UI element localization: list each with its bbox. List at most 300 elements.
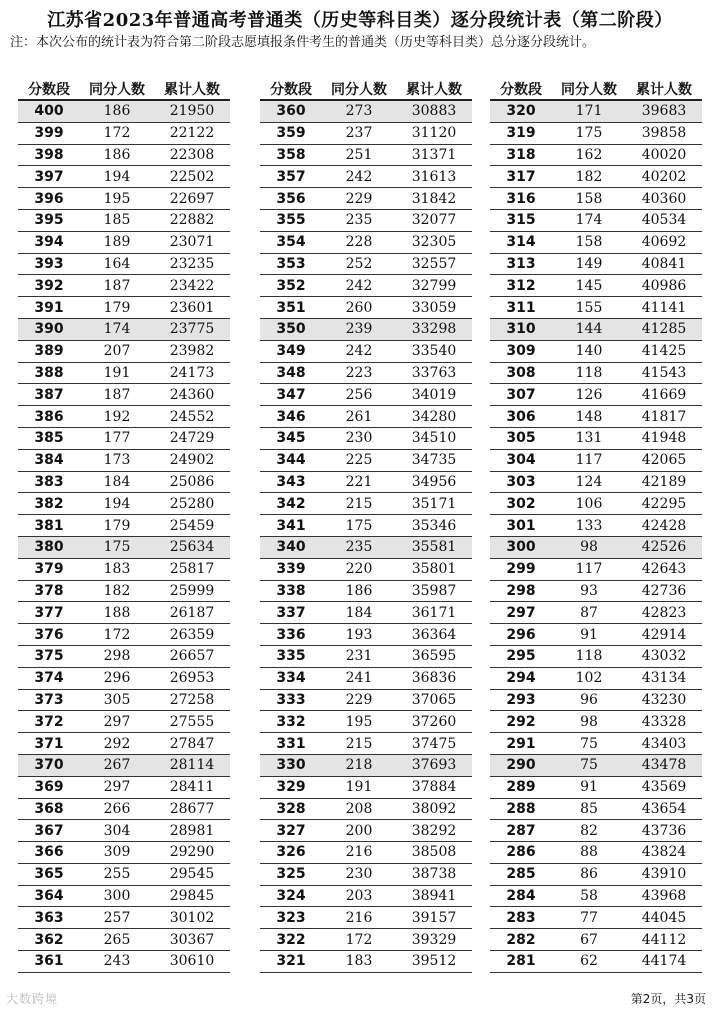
table-row [18,558,230,580]
header-same-count: 同分人数 [552,78,626,100]
cumulative-cell: 41141 [626,297,702,319]
cumulative-cell: 33298 [396,318,472,340]
same-count-cell: 228 [322,231,396,253]
table-row [18,275,230,297]
same-count-cell: 82 [552,820,626,842]
same-count-cell: 171 [552,100,626,122]
score-cell: 348 [260,362,322,384]
table-row [260,166,472,188]
table-row [260,711,472,733]
score-cell: 329 [260,776,322,798]
score-cell: 376 [18,624,80,646]
score-cell: 371 [18,733,80,755]
table-row [490,776,702,798]
same-count-cell: 148 [552,406,626,428]
score-cell: 320 [490,100,552,122]
cumulative-cell: 43134 [626,667,702,689]
cumulative-cell: 31842 [396,188,472,210]
table-row [260,776,472,798]
cumulative-cell: 38508 [396,842,472,864]
table-row [490,907,702,929]
table-row [18,711,230,733]
cumulative-cell: 29545 [154,863,230,885]
table-row [260,645,472,667]
same-count-cell: 304 [80,820,154,842]
score-cell: 297 [490,602,552,624]
cumulative-cell: 43654 [626,798,702,820]
cumulative-cell: 22122 [154,122,230,144]
cumulative-cell: 34956 [396,471,472,493]
cumulative-cell: 23775 [154,318,230,340]
score-cell: 347 [260,384,322,406]
score-cell: 357 [260,166,322,188]
score-cell: 339 [260,558,322,580]
score-cell: 341 [260,515,322,537]
score-cell: 331 [260,733,322,755]
table-row [490,144,702,166]
same-count-cell: 208 [322,798,396,820]
score-cell: 344 [260,449,322,471]
same-count-cell: 194 [80,166,154,188]
same-count-cell: 158 [552,188,626,210]
table-row [490,667,702,689]
header-score: 分数段 [18,78,80,100]
same-count-cell: 229 [322,188,396,210]
score-cell: 363 [18,907,80,929]
table-row [490,427,702,449]
cumulative-cell: 21950 [154,100,230,122]
cumulative-cell: 30883 [396,100,472,122]
cumulative-cell: 39683 [626,100,702,122]
same-count-cell: 98 [552,711,626,733]
same-count-cell: 242 [322,275,396,297]
table-row [18,951,230,973]
cumulative-cell: 35801 [396,558,472,580]
cumulative-cell: 42643 [626,558,702,580]
cumulative-cell: 30102 [154,907,230,929]
same-count-cell: 189 [80,231,154,253]
score-cell: 384 [18,449,80,471]
cumulative-cell: 24360 [154,384,230,406]
cumulative-cell: 24902 [154,449,230,471]
header-score: 分数段 [490,78,552,100]
table-row [260,384,472,406]
same-count-cell: 182 [80,580,154,602]
table-row [490,166,702,188]
table-row [260,318,472,340]
same-count-cell: 242 [322,166,396,188]
score-cell: 359 [260,122,322,144]
score-cell: 300 [490,536,552,558]
same-count-cell: 265 [80,929,154,951]
score-cell: 285 [490,863,552,885]
same-count-cell: 175 [80,536,154,558]
same-count-cell: 133 [552,515,626,537]
cumulative-cell: 43032 [626,645,702,667]
score-cell: 394 [18,231,80,253]
cumulative-cell: 23235 [154,253,230,275]
cumulative-cell: 44045 [626,907,702,929]
cumulative-cell: 23071 [154,231,230,253]
cumulative-cell: 40202 [626,166,702,188]
same-count-cell: 117 [552,558,626,580]
cumulative-cell: 42428 [626,515,702,537]
score-cell: 386 [18,406,80,428]
same-count-cell: 77 [552,907,626,929]
cumulative-cell: 36595 [396,645,472,667]
score-cell: 373 [18,689,80,711]
score-cell: 372 [18,711,80,733]
table-row [18,733,230,755]
table-row [18,384,230,406]
cumulative-cell: 27847 [154,733,230,755]
same-count-cell: 162 [552,144,626,166]
score-cell: 382 [18,493,80,515]
cumulative-cell: 44174 [626,951,702,973]
cumulative-cell: 41669 [626,384,702,406]
same-count-cell: 124 [552,471,626,493]
table-row [490,929,702,951]
table-row [260,275,472,297]
cumulative-cell: 39512 [396,951,472,973]
score-cell: 286 [490,842,552,864]
table-row [18,406,230,428]
table-row [490,362,702,384]
same-count-cell: 179 [80,297,154,319]
table-row [260,536,472,558]
score-cell: 356 [260,188,322,210]
score-cell: 395 [18,209,80,231]
cumulative-cell: 33540 [396,340,472,362]
same-count-cell: 186 [322,580,396,602]
score-cell: 312 [490,275,552,297]
same-count-cell: 91 [552,624,626,646]
table-note: 注：本次公布的统计表为符合第二阶段志愿填报条件考生的普通类（历史等科目类）总分逐分段统计。 [10,35,596,50]
same-count-cell: 218 [322,754,396,776]
score-cell: 319 [490,122,552,144]
score-cell: 369 [18,776,80,798]
table-row [18,297,230,319]
page-title: 江苏省2023年普通高考普通类（历史等科目类）逐分段统计表（第二阶段） [47,10,673,31]
same-count-cell: 182 [552,166,626,188]
table-row [490,733,702,755]
score-cell: 307 [490,384,552,406]
score-cell: 292 [490,711,552,733]
cumulative-cell: 22882 [154,209,230,231]
table-row [260,951,472,973]
cumulative-cell: 27555 [154,711,230,733]
table-row [260,929,472,951]
same-count-cell: 257 [80,907,154,929]
same-count-cell: 144 [552,318,626,340]
score-cell: 375 [18,645,80,667]
table-row [18,820,230,842]
score-cell: 383 [18,471,80,493]
same-count-cell: 183 [322,951,396,973]
cumulative-cell: 28981 [154,820,230,842]
cumulative-cell: 24729 [154,427,230,449]
cumulative-cell: 32799 [396,275,472,297]
score-cell: 324 [260,885,322,907]
cumulative-cell: 40534 [626,209,702,231]
score-cell: 294 [490,667,552,689]
score-cell: 351 [260,297,322,319]
score-cell: 298 [490,580,552,602]
table-row [18,798,230,820]
same-count-cell: 175 [322,515,396,537]
table-row [18,427,230,449]
cumulative-cell: 36171 [396,602,472,624]
score-cell: 314 [490,231,552,253]
same-count-cell: 106 [552,493,626,515]
cumulative-cell: 32077 [396,209,472,231]
same-count-cell: 297 [80,776,154,798]
cumulative-cell: 42526 [626,536,702,558]
cumulative-cell: 31371 [396,144,472,166]
table-row [260,100,472,122]
cumulative-cell: 41425 [626,340,702,362]
table-row [490,951,702,973]
cumulative-cell: 33763 [396,362,472,384]
table-row [18,100,230,122]
cumulative-cell: 42295 [626,493,702,515]
table-row [18,471,230,493]
cumulative-cell: 39858 [626,122,702,144]
same-count-cell: 185 [80,209,154,231]
cumulative-cell: 44112 [626,929,702,951]
cumulative-cell: 42189 [626,471,702,493]
same-count-cell: 158 [552,231,626,253]
same-count-cell: 172 [322,929,396,951]
score-cell: 311 [490,297,552,319]
score-cell: 400 [18,100,80,122]
cumulative-cell: 29845 [154,885,230,907]
same-count-cell: 251 [322,144,396,166]
score-cell: 349 [260,340,322,362]
same-count-cell: 195 [322,711,396,733]
same-count-cell: 215 [322,733,396,755]
table-row [260,362,472,384]
score-cell: 398 [18,144,80,166]
table-row [490,318,702,340]
same-count-cell: 179 [80,515,154,537]
table-row [18,667,230,689]
cumulative-cell: 43968 [626,885,702,907]
table-row [18,144,230,166]
cumulative-cell: 36836 [396,667,472,689]
table-row [18,624,230,646]
cumulative-cell: 39329 [396,929,472,951]
same-count-cell: 200 [322,820,396,842]
cumulative-cell: 30367 [154,929,230,951]
cumulative-cell: 26657 [154,645,230,667]
same-count-cell: 220 [322,558,396,580]
cumulative-cell: 42736 [626,580,702,602]
same-count-cell: 241 [322,667,396,689]
same-count-cell: 273 [322,100,396,122]
same-count-cell: 242 [322,340,396,362]
same-count-cell: 239 [322,318,396,340]
same-count-cell: 191 [80,362,154,384]
same-count-cell: 266 [80,798,154,820]
score-cell: 362 [18,929,80,951]
table-row [18,885,230,907]
cumulative-cell: 43230 [626,689,702,711]
score-cell: 330 [260,754,322,776]
cumulative-cell: 31120 [396,122,472,144]
table-row [490,471,702,493]
table-row [260,733,472,755]
cumulative-cell: 43478 [626,754,702,776]
same-count-cell: 207 [80,340,154,362]
same-count-cell: 164 [80,253,154,275]
score-cell: 281 [490,951,552,973]
cumulative-cell: 25459 [154,515,230,537]
cumulative-cell: 25817 [154,558,230,580]
same-count-cell: 86 [552,863,626,885]
same-count-cell: 98 [552,536,626,558]
same-count-cell: 174 [552,209,626,231]
score-cell: 301 [490,515,552,537]
score-cell: 336 [260,624,322,646]
cumulative-cell: 43569 [626,776,702,798]
cumulative-cell: 22502 [154,166,230,188]
table-row [490,863,702,885]
same-count-cell: 145 [552,275,626,297]
score-cell: 374 [18,667,80,689]
table-row [490,842,702,864]
cumulative-cell: 31613 [396,166,472,188]
table-row [490,297,702,319]
score-cell: 333 [260,689,322,711]
cumulative-cell: 33059 [396,297,472,319]
same-count-cell: 261 [322,406,396,428]
cumulative-cell: 41285 [626,318,702,340]
score-cell: 345 [260,427,322,449]
score-cell: 310 [490,318,552,340]
page-number: 第2页，共3页 [630,992,706,1006]
same-count-cell: 183 [80,558,154,580]
table-row [260,493,472,515]
cumulative-cell: 37884 [396,776,472,798]
table-row [18,842,230,864]
score-cell: 326 [260,842,322,864]
cumulative-cell: 28677 [154,798,230,820]
score-cell: 340 [260,536,322,558]
table-row [260,188,472,210]
table-row [490,798,702,820]
same-count-cell: 252 [322,253,396,275]
same-count-cell: 96 [552,689,626,711]
cumulative-cell: 43403 [626,733,702,755]
same-count-cell: 62 [552,951,626,973]
same-count-cell: 216 [322,842,396,864]
table-row [18,602,230,624]
score-cell: 302 [490,493,552,515]
score-cell: 393 [18,253,80,275]
table-row [490,406,702,428]
same-count-cell: 87 [552,602,626,624]
cumulative-cell: 30610 [154,951,230,973]
same-count-cell: 230 [322,863,396,885]
score-cell: 337 [260,602,322,624]
cumulative-cell: 25634 [154,536,230,558]
same-count-cell: 93 [552,580,626,602]
same-count-cell: 102 [552,667,626,689]
table-row [18,493,230,515]
score-cell: 350 [260,318,322,340]
cumulative-cell: 42065 [626,449,702,471]
cumulative-cell: 29290 [154,842,230,864]
table-row [490,449,702,471]
score-cell: 381 [18,515,80,537]
cumulative-cell: 40360 [626,188,702,210]
cumulative-cell: 27258 [154,689,230,711]
header-cumulative: 累计人数 [154,78,230,100]
table-row [18,907,230,929]
same-count-cell: 305 [80,689,154,711]
same-count-cell: 229 [322,689,396,711]
score-cell: 325 [260,863,322,885]
cumulative-cell: 25086 [154,471,230,493]
table-row [260,209,472,231]
watermark: 大数跨境 [6,992,59,1006]
cumulative-cell: 23601 [154,297,230,319]
same-count-cell: 131 [552,427,626,449]
score-cell: 364 [18,885,80,907]
score-cell: 290 [490,754,552,776]
score-cell: 370 [18,754,80,776]
cumulative-cell: 35346 [396,515,472,537]
score-cell: 358 [260,144,322,166]
same-count-cell: 85 [552,798,626,820]
score-cell: 332 [260,711,322,733]
table-row [260,406,472,428]
same-count-cell: 297 [80,711,154,733]
table-row [260,253,472,275]
score-cell: 318 [490,144,552,166]
table-row [490,253,702,275]
table-row [18,253,230,275]
score-cell: 282 [490,929,552,951]
same-count-cell: 75 [552,754,626,776]
table-row [490,602,702,624]
same-count-cell: 300 [80,885,154,907]
table-row [490,885,702,907]
score-cell: 377 [18,602,80,624]
cumulative-cell: 24173 [154,362,230,384]
score-cell: 309 [490,340,552,362]
table-row [490,122,702,144]
score-cell: 306 [490,406,552,428]
cumulative-cell: 40692 [626,231,702,253]
same-count-cell: 195 [80,188,154,210]
same-count-cell: 91 [552,776,626,798]
same-count-cell: 88 [552,842,626,864]
table-row [490,515,702,537]
same-count-cell: 256 [322,384,396,406]
same-count-cell: 223 [322,362,396,384]
score-cell: 390 [18,318,80,340]
table-row [260,907,472,929]
same-count-cell: 243 [80,951,154,973]
score-cell: 323 [260,907,322,929]
score-cell: 293 [490,689,552,711]
cumulative-cell: 38292 [396,820,472,842]
same-count-cell: 186 [80,100,154,122]
score-cell: 397 [18,166,80,188]
header-score: 分数段 [260,78,322,100]
